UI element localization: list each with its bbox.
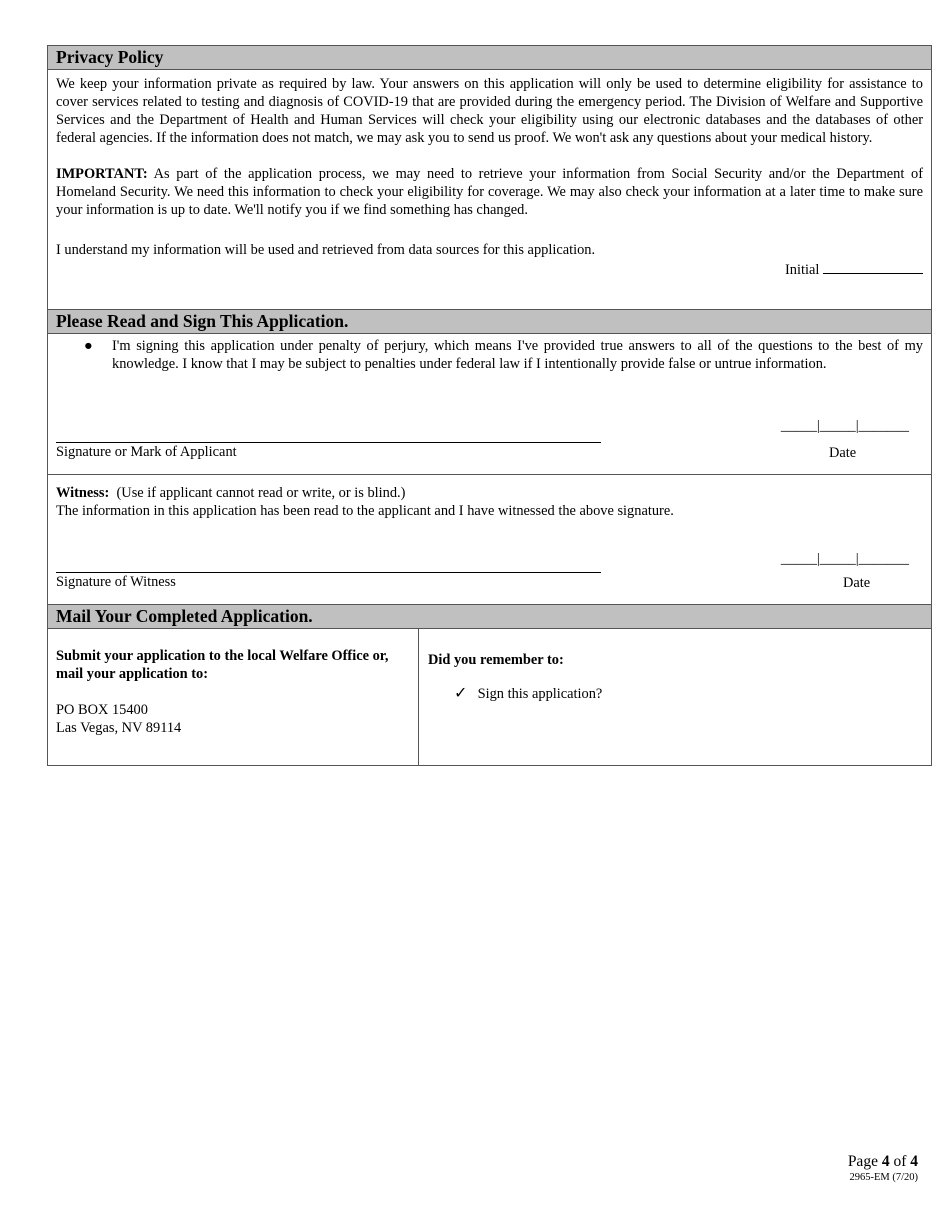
mail-section <box>48 629 931 765</box>
applicant-signature-label: Signature or Mark of Applicant <box>56 444 237 460</box>
page-footer <box>848 1153 918 1183</box>
bullet-icon: ● <box>84 338 93 354</box>
submit-instructions: Submit your application to the local Welfare Office or, mail your application to: <box>56 648 389 682</box>
perjury-statement <box>56 337 923 373</box>
mail-instructions <box>48 629 419 765</box>
checklist-item-label: Sign this application? <box>477 686 603 702</box>
witness-date-field[interactable]: _____|_____|_______ <box>780 551 909 567</box>
privacy-policy-heading: Privacy Policy <box>48 46 931 70</box>
page-number <box>848 1153 918 1171</box>
witness-text-block <box>56 484 923 520</box>
applicant-signature-line[interactable] <box>56 442 601 443</box>
initial-field[interactable] <box>56 260 923 279</box>
perjury-text: I'm signing this application under penalty of perjury, which means I've provided true answers to all of the questions to the best of my knowledge. I know that I may be subject to penalties under federal law if I intentionally provide false or untrue information. <box>112 338 923 372</box>
sign-heading: Please Read and Sign This Application. <box>48 309 931 334</box>
important-label: IMPORTANT: <box>56 166 148 182</box>
page-total: 4 <box>910 1153 918 1170</box>
important-text: As part of the application process, we may need to retrieve your information from Social Security and/or the Department of Homeland Security. We need this information to check your eligibility for coverage. We may also check your information at a later time to make sure your information is up to date. We'll notify you if we find something has changed. <box>56 166 923 218</box>
address-line-1: PO BOX 15400 <box>56 702 148 718</box>
page-of: of <box>889 1153 911 1170</box>
page-current: 4 <box>881 1153 890 1170</box>
application-form <box>47 45 932 766</box>
privacy-section <box>48 70 931 309</box>
privacy-paragraph: We keep your information private as required by law. Your answers on this application will only be used to determine eligibility for assistance to cover services related to testing and diagnosis of COVID-19 that are provided during the emergency period. The Division of Welfare and Supportive Services and the Department of Health and Human Services will check your eligibility using our electronic databases and the databases of other federal agencies. If the information does not match, we may ask you to send us proof. We won't ask any questions about your medical history. <box>56 76 923 146</box>
applicant-date-field[interactable]: _____|_____|_______ <box>780 418 909 434</box>
mail-heading: Mail Your Completed Application. <box>48 604 931 629</box>
checkmark-icon: ✓ <box>454 685 468 702</box>
important-paragraph <box>56 165 923 219</box>
witness-signature-label: Signature of Witness <box>56 574 176 590</box>
witness-signature-line[interactable] <box>56 572 601 573</box>
applicant-sign-section <box>48 334 931 475</box>
reminder-checklist <box>419 629 931 765</box>
initial-label: Initial <box>785 262 820 278</box>
witness-date-label: Date <box>843 575 871 591</box>
witness-note: (Use if applicant cannot read or write, or is blind.) <box>109 485 406 501</box>
witness-section <box>48 475 931 604</box>
initial-blank[interactable] <box>823 260 923 274</box>
address-line-2: Las Vegas, NV 89114 <box>56 720 182 736</box>
page-prefix: Page <box>847 1153 882 1170</box>
witness-label: Witness: <box>56 485 110 501</box>
reminder-title: Did you remember to: <box>428 652 564 668</box>
form-code: 2965-EM (7/20) <box>849 1172 918 1183</box>
checklist-item <box>454 685 922 703</box>
applicant-date-label: Date <box>829 445 857 461</box>
witness-statement: The information in this application has been read to the applicant and I have witnessed the above signature. <box>56 503 674 519</box>
understand-statement: I understand my information will be used and retrieved from data sources for this application. <box>56 242 596 258</box>
